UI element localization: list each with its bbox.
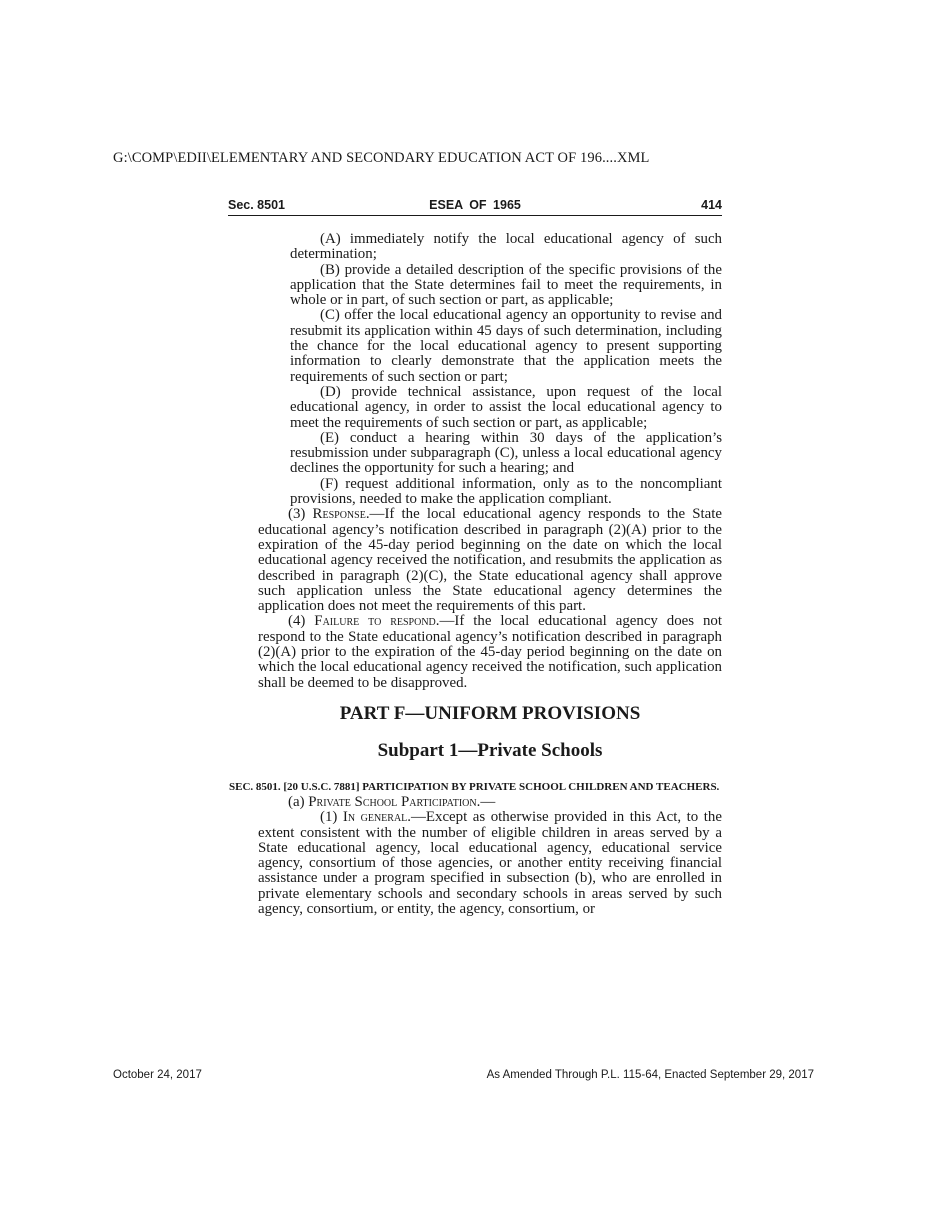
paragraph-number: (3) (288, 506, 306, 523)
section-heading: SEC. 8501. [20 U.S.C. 7881] PARTICIPATION BY PRIVATE SCHOOL CHILDREN AND TEACHERS. (229, 780, 720, 793)
paragraph-text: If the local educational agency does not respond to the State educational agency’s notification described in paragraph (2)(A) prior to the expiration of the 45-day period beginning on the date on which the local educational agency received the notification, such application shall be deemed to be disapproved. (258, 613, 723, 691)
footer-date: October 24, 2017 (113, 1069, 202, 1081)
subsection-number: (a) (288, 793, 305, 810)
paragraph-heading: Response (312, 506, 366, 523)
paragraph-number: (4) (288, 613, 306, 630)
subparagraph-d: (D) provide technical assistance, upon request of the local educational agency, in order to assist the local educational agency to meet the requirements of such section or part, as applicable; (290, 383, 722, 431)
file-path: G:\COMP\EDII\ELEMENTARY AND SECONDARY EDUCATION ACT OF 196....XML (113, 150, 650, 166)
part-heading: PART F—UNIFORM PROVISIONS (339, 702, 641, 724)
subparagraph-a: (A) immediately notify the local educational agency of such determination; (290, 231, 722, 263)
paragraph-heading: Failure to respond (314, 613, 436, 630)
running-head-section: Sec. 8501 (228, 198, 285, 212)
paragraph-heading: In general (342, 809, 408, 826)
paragraph-number: (1) (320, 809, 338, 826)
subsection-a-heading: (a) Private School Participation.— (288, 793, 496, 810)
subsection-heading: Private School Participation (308, 793, 477, 810)
subparagraph-b: (B) provide a detailed description of the specific provisions of the application that the State determines fail to meet the requirements, in whole or in part, of such section or part, as applicable; (290, 261, 722, 309)
paragraph-a1-in-general: (1) In general.—Except as otherwise provided in this Act, to the extent consistent with the number of eligible children in areas served by a State educational agency, local educational agency, educational service agency, consortium of those agencies, or another entity receiving financial assistance under a program specified in subsection (b), who are enrolled in private elementary schools and secondary schools in areas served by such agency, consortium, or entity, the agency, consortium, or (258, 809, 722, 917)
footer-amendment-note: As Amended Through P.L. 115-64, Enacted September 29, 2017 (486, 1069, 814, 1081)
paragraph-4-failure-to-respond: (4) Failure to respond.—If the local educational agency does not respond to the State educational agency’s notification described in paragraph (2)(A) prior to the expiration of the 45-day period beginning on the date on which the local educational agency received the notification, such application shall be deemed to be disapproved. (258, 613, 723, 691)
running-head-title: ESEA OF 1965 (429, 198, 521, 212)
paragraph-3-response: (3) Response.—If the local educational agency responds to the State educational agency’s notification described in paragraph (2)(A) prior to the expiration of the 45-day period beginning on the date on which the local educational agency received the notification, and resubmits the application as described in paragraph (2)(C), the State educational agency shall approve such application unless the State educational agency determines the application does not meet the requirements of this part. (258, 506, 722, 615)
em-dash: — (480, 793, 496, 810)
subpart-heading: Subpart 1—Private Schools (377, 739, 603, 761)
em-dash: — (369, 506, 385, 523)
running-head-page-number: 414 (701, 198, 722, 212)
em-dash: — (439, 613, 455, 630)
subparagraph-f: (F) request additional information, only as to the noncompliant provisions, needed to make the application compliant. (290, 475, 722, 508)
subparagraph-c: (C) offer the local educational agency an opportunity to revise and resubmit its application within 45 days of such determination, including the chance for the local educational agency to present supporting information to clearly demonstrate that the application meets the requirements of such section or part; (290, 307, 722, 385)
document-body (229, 231, 723, 917)
running-head (228, 197, 722, 216)
paragraph-text: Except as otherwise provided in this Act, to the extent consistent with the number of eligible children in areas served by a State educational agency, local educational agency, educational service agency, consortium of those agencies, or another entity receiving financial assistance under a program specified in subsection (b), who are enrolled in private elementary schools and secondary schools in areas served by such agency, consortium, or entity, the agency, consortium, or (258, 809, 722, 917)
subparagraph-e: (E) conduct a hearing within 30 days of the application’s resubmission under subparagraph (C), unless a local educational agency declines the opportunity for such a hearing; and (290, 429, 722, 477)
em-dash: — (411, 809, 426, 826)
paragraph-text: If the local educational agency responds to the State educational agency’s notification described in paragraph (2)(A) prior to the expiration of the 45-day period beginning on the date on which the local educational agency received the notification, and resubmits the application as described in paragraph (2)(C), the State educational agency shall approve such application unless the State educational agency determines the application does not meet the requirements of this part. (258, 506, 722, 615)
